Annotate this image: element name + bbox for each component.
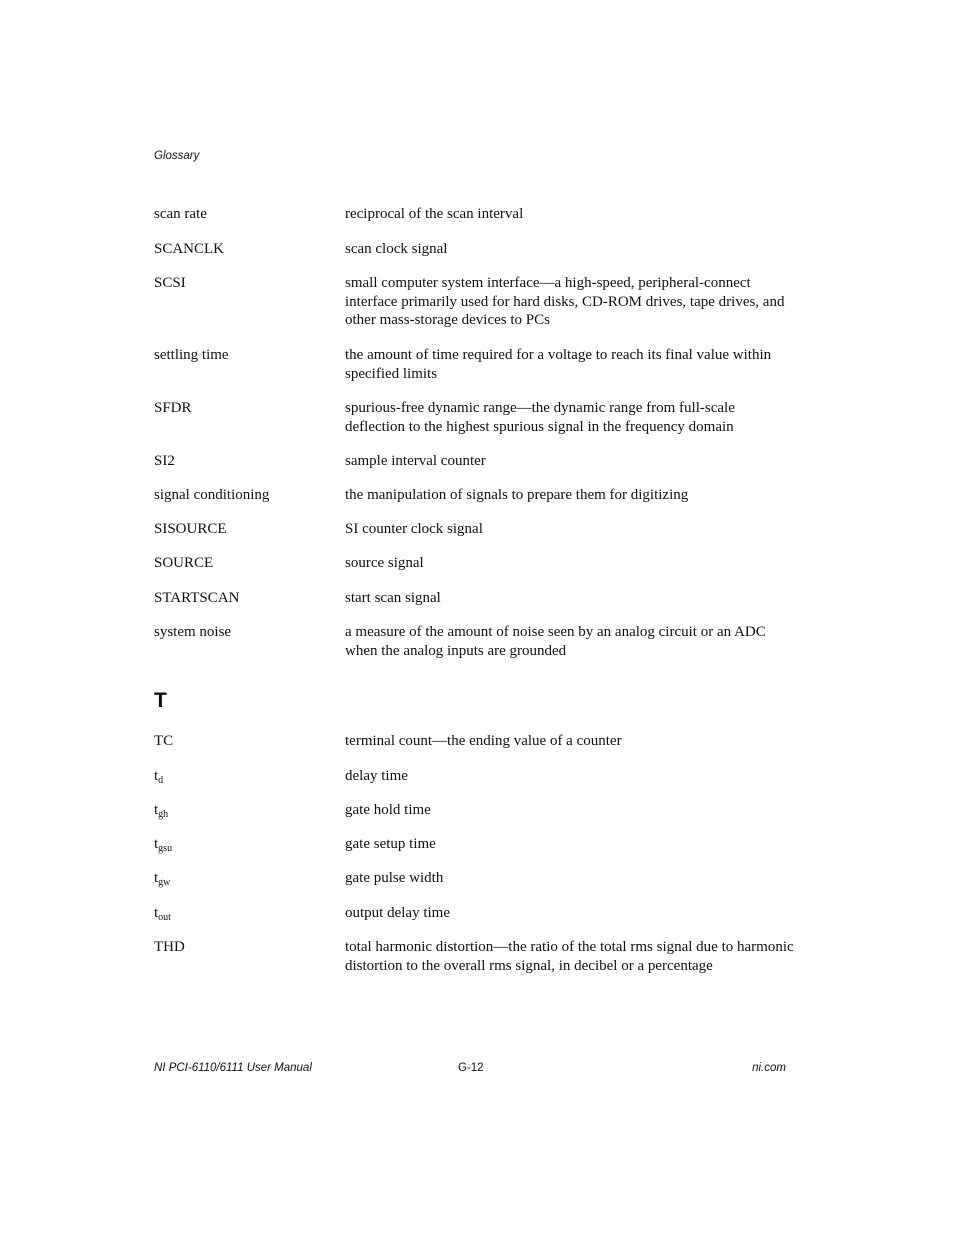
glossary-term: SISOURCE (154, 521, 227, 537)
glossary-term (154, 869, 170, 888)
glossary-term: SOURCE (154, 555, 214, 571)
glossary-term: THD (154, 939, 185, 955)
glossary-term: TC (154, 733, 174, 749)
glossary-definition: gate pulse width (345, 870, 444, 886)
glossary-definition: spurious-free dynamic range—the dynamic range from full-scale deflection to the highest spurious signal in the frequency domain (345, 400, 735, 435)
term-subscript: d (158, 775, 164, 786)
glossary-term (154, 904, 171, 923)
glossary-definition: total harmonic distortion—the ratio of the total rms signal due to harmonic distortion to the overall rms signal, in decibel or a percentage (345, 939, 794, 974)
glossary-definition: the amount of time required for a voltage to reach its final value within specified limits (345, 347, 772, 382)
glossary-definition: gate setup time (345, 836, 436, 852)
glossary-definition: the manipulation of signals to prepare them for digitizing (345, 487, 689, 503)
term-base: t (154, 905, 159, 921)
glossary-definition: a measure of the amount of noise seen by an analog circuit or an ADC when the analog inputs are grounded (345, 624, 766, 659)
footer-page-number: G-12 (458, 1062, 484, 1074)
footer-website: ni.com (752, 1062, 786, 1074)
glossary-term: SFDR (154, 400, 192, 416)
footer-manual-title: NI PCI-6110/6111 User Manual (154, 1062, 312, 1074)
glossary-definition: delay time (345, 768, 408, 784)
glossary-term: settling time (154, 347, 229, 363)
glossary-term: SI2 (154, 453, 175, 469)
glossary-term: SCSI (154, 275, 186, 291)
term-base: t (154, 836, 159, 852)
term-base: t (154, 768, 159, 784)
glossary-definition: scan clock signal (345, 241, 448, 257)
glossary-definition: terminal count—the ending value of a counter (345, 733, 622, 749)
glossary-term: system noise (154, 624, 232, 640)
glossary-term: signal conditioning (154, 487, 270, 503)
glossary-term (154, 767, 163, 786)
glossary-definition: gate hold time (345, 802, 431, 818)
term-subscript: gsu (158, 843, 173, 854)
glossary-term: scan rate (154, 206, 207, 222)
term-subscript: gw (158, 877, 171, 888)
glossary-definition: SI counter clock signal (345, 521, 483, 537)
term-base: t (154, 870, 159, 886)
term-subscript: out (158, 912, 171, 923)
glossary-term (154, 801, 168, 820)
glossary-definition: output delay time (345, 905, 450, 921)
glossary-definition: sample interval counter (345, 453, 486, 469)
glossary-definition: reciprocal of the scan interval (345, 206, 524, 222)
glossary-term: STARTSCAN (154, 590, 240, 606)
glossary-definition: source signal (345, 555, 424, 571)
glossary-definition: small computer system interface—a high-speed, peripheral-connect interface primarily used for hard disks, CD-ROM drives, tape drives, and other mass-storage devices to PCs (345, 275, 785, 329)
glossary-term: SCANCLK (154, 241, 225, 257)
term-base: t (154, 802, 159, 818)
term-subscript: gh (158, 809, 169, 820)
running-header: Glossary (154, 150, 200, 162)
section-heading: T (154, 689, 167, 712)
glossary-term (154, 835, 172, 854)
glossary-definition: start scan signal (345, 590, 441, 606)
